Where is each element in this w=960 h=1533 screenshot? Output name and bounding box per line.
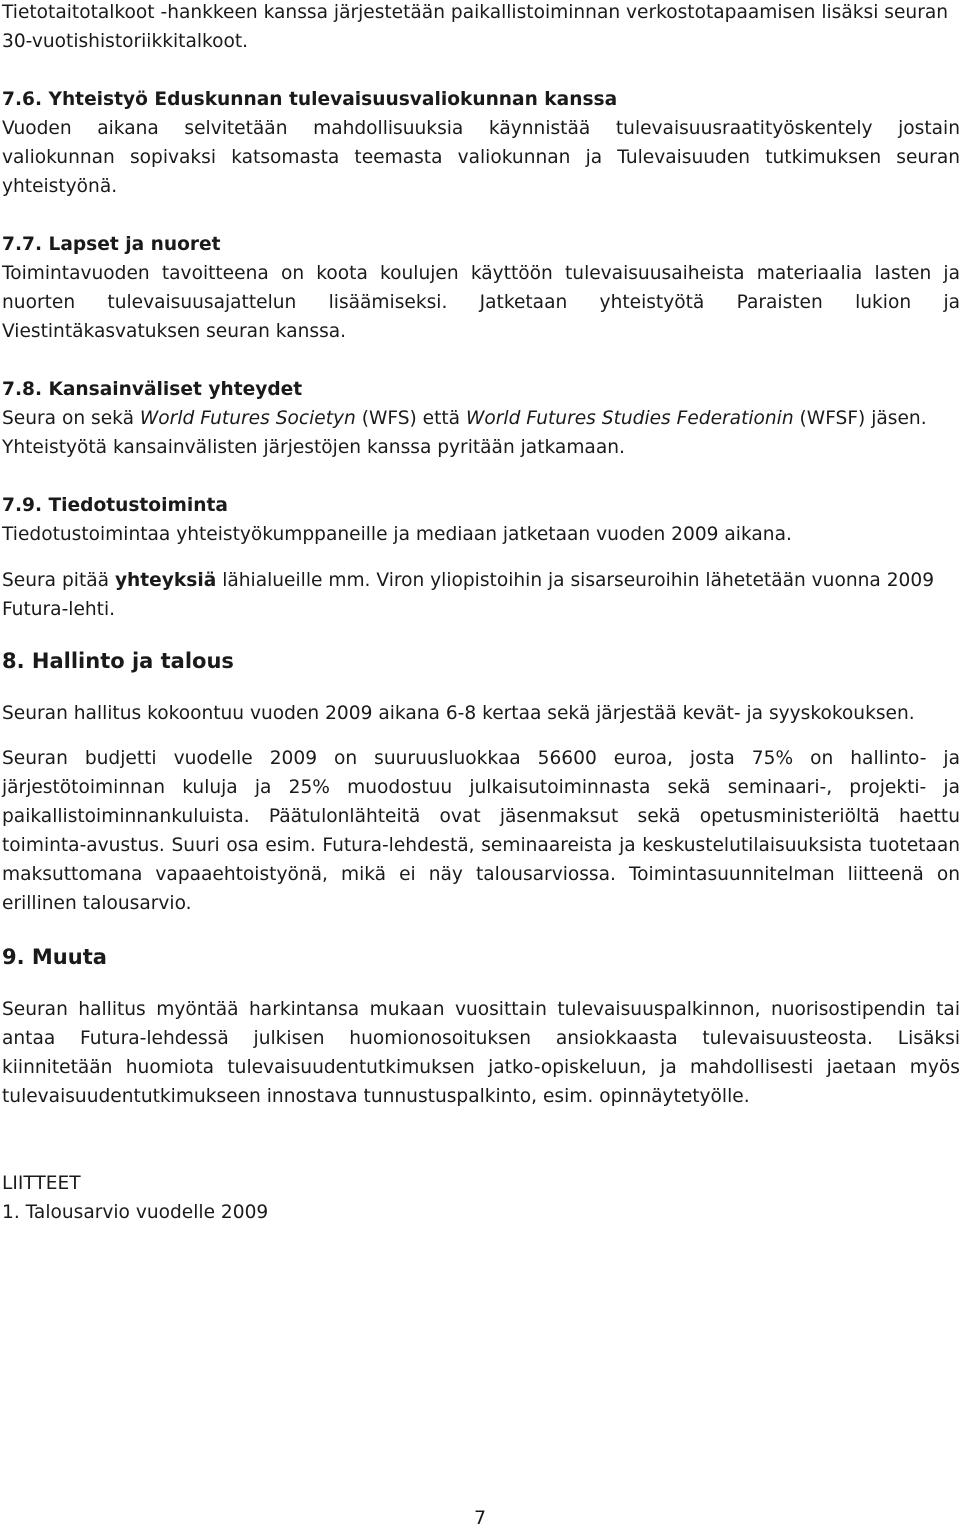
- section-body-part: Seura pitää: [2, 570, 115, 591]
- section-9: [2, 943, 960, 1111]
- section-heading: 8. Hallinto ja talous: [2, 649, 234, 673]
- section-7-8: [2, 375, 960, 462]
- emphasized-word: yhteyksiä: [114, 570, 217, 591]
- section-body-part: lähialueille mm. Viron yliopistoihin ja sisarseuroihin lähetetään vuonna 2009 Futura-lehti.: [2, 570, 935, 620]
- section-body-part: Seura on sekä: [2, 408, 140, 429]
- section-7-7: [2, 230, 960, 346]
- section-8: [2, 647, 960, 918]
- section-heading: 9. Muuta: [2, 945, 107, 969]
- section-7-6: [2, 85, 960, 201]
- section-heading: 7.6. Yhteistyö Eduskunnan tulevaisuusvaliokunnan kanssa: [2, 89, 618, 110]
- intro-paragraph: Tietotaitotalkoot -hankkeen kanssa järjestetään paikallistoiminnan verkostotapaamisen lisäksi seuran 30-vuotishistoriikkitalkoot.: [2, 2, 949, 52]
- attachments: [2, 1169, 960, 1227]
- section-paragraph: Seuran hallitus myöntää harkintansa mukaan vuosittain tulevaisuuspalkinnon, nuorisostipendin tai antaa Futura-lehdessä julkisen huomionosoituksen ansiokkaasta tulevaisuusteosta. Lisäksi kiinnitetään huomiota tulevaisuudentutkimuksen jatko-opiskeluun, ja mahdollisesti jaetaan myös tulevaisuudentutkimukseen innostava tunnustuspalkinto, esim. opinnäytetyölle.: [2, 999, 960, 1107]
- section-body: Vuoden aikana selvitetään mahdollisuuksia käynnistää tulevaisuusraatityöskentely jostain valiokunnan sopivaksi katsomasta teemasta valiokunnan ja Tulevaisuuden tutkimuksen seuran yhteistyönä.: [2, 118, 960, 197]
- attachment-item: 1. Talousarvio vuodelle 2009: [2, 1202, 269, 1223]
- section-body: Toimintavuoden tavoitteena on koota koulujen käyttöön tulevaisuusaiheista materiaalia lasten ja nuorten tulevaisuusajattelun lisäämiseksi. Jatketaan yhteistyötä Paraisten lukion ja Viestintäkasvatuksen seuran kanssa.: [2, 263, 960, 342]
- page-number: 7: [473, 1507, 487, 1529]
- section-body-part: (WFS) että: [355, 408, 466, 429]
- document-page: [2, 0, 960, 1227]
- section-heading: 7.8. Kansainväliset yhteydet: [2, 379, 303, 400]
- section-paragraph: Seuran hallitus kokoontuu vuoden 2009 aikana 6-8 kertaa sekä järjestää kevät- ja syyskokouksen.: [2, 703, 915, 724]
- organization-name: World Futures Societyn: [139, 408, 356, 429]
- section-heading: 7.9. Tiedotustoiminta: [2, 495, 228, 516]
- section-body: Tiedotustoimintaa yhteistyökumppaneille ja mediaan jatketaan vuoden 2009 aikana.: [2, 524, 792, 545]
- section-7-9: [2, 491, 960, 624]
- organization-name: World Futures Studies Federationin: [466, 408, 794, 429]
- section-body-part: (WFSF) jäsen. Yhteistyötä kansainvälisten järjestöjen kanssa pyritään jatkamaan.: [2, 408, 927, 458]
- section-heading: 7.7. Lapset ja nuoret: [2, 234, 221, 255]
- section-paragraph: Seuran budjetti vuodelle 2009 on suuruusluokkaa 56600 euroa, josta 75% on hallinto- ja järjestötoiminnan kuluja ja 25% muodostuu julkaisutoiminnasta sekä seminaari-, projekti- ja paikallistoiminnankuluista. Päätulonlähteitä ovat jäsenmaksut sekä opetusministeriöltä haettu toiminta-avustus. Suuri osa esim. Futura-lehdestä, seminaareista ja keskustelutilaisuuksista tuotetaan maksuttomana vapaaehtoistyönä, mikä ei näy talousarviossa. Toimintasuunnitelman liitteenä on erillinen talousarvio.: [2, 748, 960, 914]
- attachments-label: LIITTEET: [2, 1173, 81, 1194]
